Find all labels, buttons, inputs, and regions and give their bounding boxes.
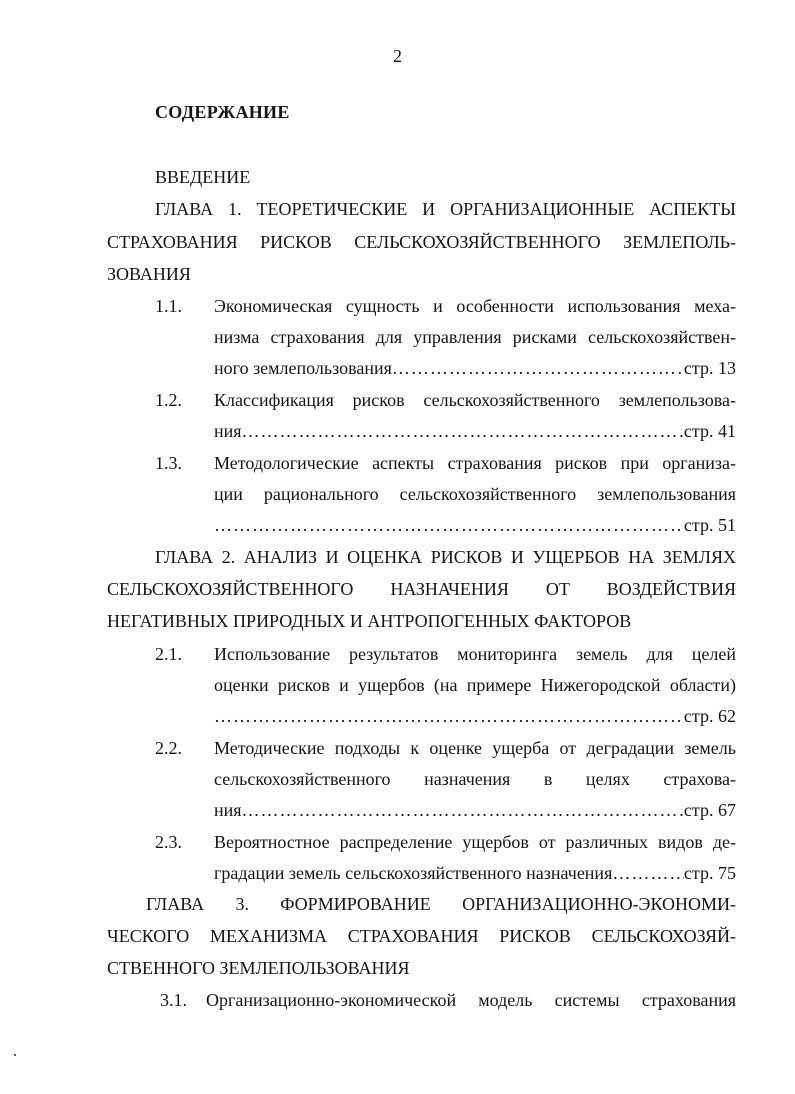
section-1-3-page: стр. 51 xyxy=(683,515,736,535)
section-2-1-page: стр. 62 xyxy=(683,706,736,726)
chapter2-heading-line2: СЕЛЬСКОХОЗЯЙСТВЕННОГО НАЗНАЧЕНИЯ ОТ ВОЗДЕЙСТВИЯ xyxy=(107,579,736,599)
section-2-3-leader-line xyxy=(214,862,736,884)
section-2-2-last: ния xyxy=(214,800,242,820)
section-1-1-line2: низма страхования для управления рисками сельскохозяйствен- xyxy=(214,327,736,347)
section-2-1-line2: оценки рисков и ущербов (на примере Нижегородской области) xyxy=(214,675,736,695)
section-2-1-number: 2.1. xyxy=(155,644,182,664)
chapter3-heading-line1: ГЛАВА 3. ФОРМИРОВАНИЕ ОРГАНИЗАЦИОННО-ЭКОНОМИ- xyxy=(146,894,736,914)
dot-leader xyxy=(242,420,684,442)
toc-introduction: ВВЕДЕНИЕ xyxy=(155,167,251,187)
chapter2-heading-line3: НЕГАТИВНЫХ ПРИРОДНЫХ И АНТРОПОГЕННЫХ ФАКТОРОВ xyxy=(107,611,632,631)
section-1-2-line1: Классификация рисков сельскохозяйственного землепользова- xyxy=(214,390,736,410)
section-2-1-leader-line xyxy=(214,705,736,727)
section-1-1-page: стр. 13 xyxy=(683,358,736,378)
section-2-2-number: 2.2. xyxy=(155,738,182,758)
chapter1-heading-line3: ЗОВАНИЯ xyxy=(107,264,191,284)
section-1-1-last: ного землепользования xyxy=(214,358,392,378)
section-2-3-page: стр. 75 xyxy=(683,863,736,883)
section-1-1-number: 1.1. xyxy=(155,296,182,316)
section-3-1-line1: Организационно-экономической модель системы страхования xyxy=(206,990,736,1010)
section-2-3-last: градации земель сельскохозяйственного назначения xyxy=(214,863,613,883)
section-1-2-page: стр. 41 xyxy=(683,421,736,441)
section-2-1-line1: Использование результатов мониторинга земель для целей xyxy=(214,644,736,664)
section-2-2-page: стр. 67 xyxy=(683,800,736,820)
dot-leader xyxy=(392,357,684,379)
scan-speck xyxy=(14,1054,16,1056)
dot-leader xyxy=(242,799,684,821)
chapter2-heading-line1: ГЛАВА 2. АНАЛИЗ И ОЦЕНКА РИСКОВ И УЩЕРБОВ НА ЗЕМЛЯХ xyxy=(155,547,736,567)
chapter1-heading-line1: ГЛАВА 1. ТЕОРЕТИЧЕСКИЕ И ОРГАНИЗАЦИОННЫЕ АСПЕКТЫ xyxy=(155,199,736,219)
section-1-3-leader-line xyxy=(214,514,736,536)
section-1-2-leader-line xyxy=(214,420,736,442)
dot-leader xyxy=(214,705,684,727)
section-2-3-line1: Вероятностное распределение ущербов от различных видов де- xyxy=(214,832,736,852)
section-2-2-line1: Методические подходы к оценке ущерба от деградации земель xyxy=(214,738,736,758)
section-2-2-leader-line xyxy=(214,799,736,821)
section-1-3-number: 1.3. xyxy=(155,453,182,473)
section-1-2-number: 1.2. xyxy=(155,390,182,410)
chapter1-heading-line2: СТРАХОВАНИЯ РИСКОВ СЕЛЬСКОХОЗЯЙСТВЕННОГО ЗЕМЛЕПОЛЬ- xyxy=(107,232,736,252)
section-3-1-number: 3.1. xyxy=(160,990,187,1010)
toc-title: СОДЕРЖАНИЕ xyxy=(155,102,290,122)
dot-leader xyxy=(214,514,684,536)
dot-leader xyxy=(612,862,684,884)
page-number: 2 xyxy=(393,46,402,66)
section-1-1-leader-line xyxy=(214,357,736,379)
chapter3-heading-line3: СТВЕННОГО ЗЕМЛЕПОЛЬЗОВАНИЯ xyxy=(107,958,410,978)
section-1-3-line1: Методологические аспекты страхования рисков при организа- xyxy=(214,453,736,473)
section-2-2-line2: сельскохозяйственного назначения в целях страхова- xyxy=(214,769,736,789)
section-1-2-last: ния xyxy=(214,421,242,441)
chapter3-heading-line2: ЧЕСКОГО МЕХАНИЗМА СТРАХОВАНИЯ РИСКОВ СЕЛЬСКОХОЗЯЙ- xyxy=(107,926,736,946)
section-2-3-number: 2.3. xyxy=(155,832,182,852)
section-1-3-line2: ции рационального сельскохозяйственного землепользования xyxy=(214,484,736,504)
section-1-1-line1: Экономическая сущность и особенности использования меха- xyxy=(214,296,736,316)
